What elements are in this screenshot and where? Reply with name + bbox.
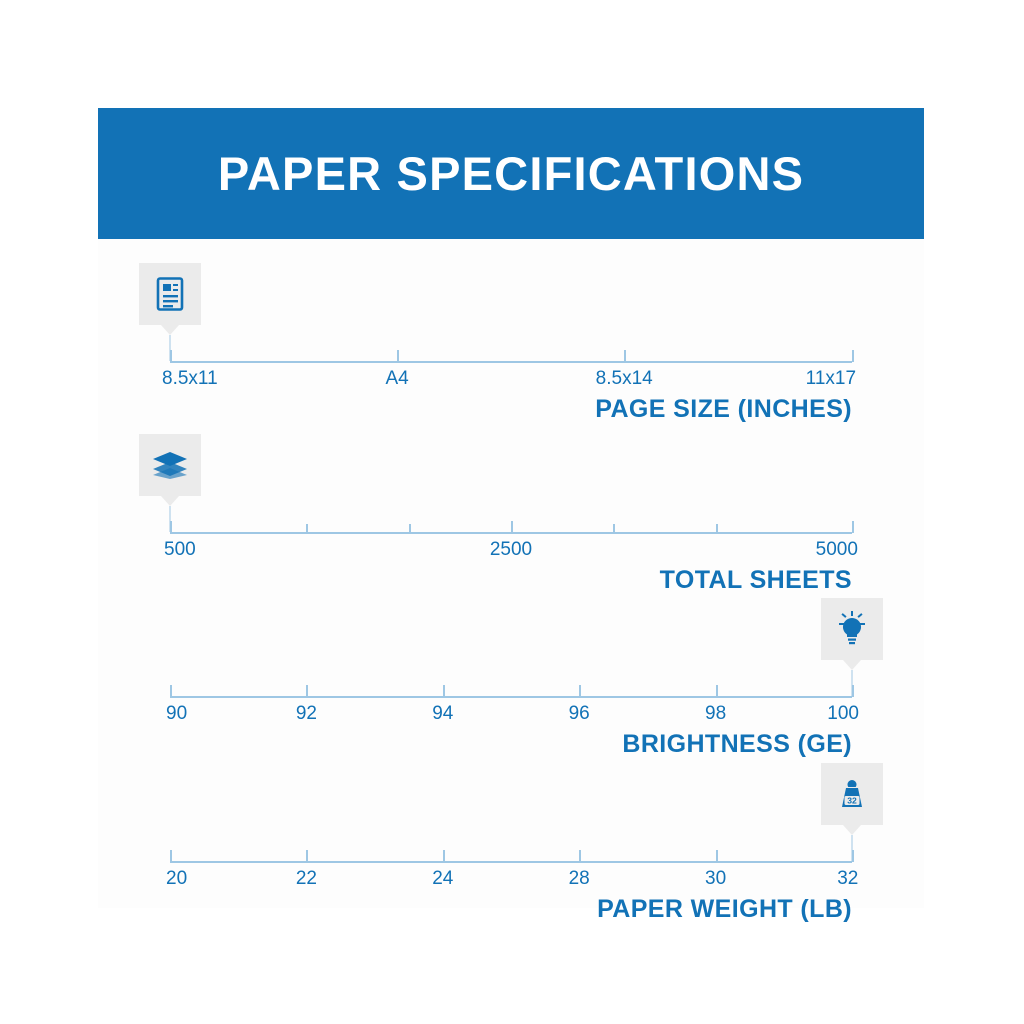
axis-tick <box>170 850 172 862</box>
axis-tick <box>579 685 581 697</box>
axis-title-paper-weight: PAPER WEIGHT (LB) <box>597 895 852 923</box>
axis-line <box>170 696 852 698</box>
axis-tick <box>852 850 854 862</box>
axis-tick-label: 30 <box>705 868 727 889</box>
axis-tick-label: A4 <box>385 368 409 389</box>
axis-tick <box>170 350 172 362</box>
axis-line <box>170 861 852 863</box>
svg-text:32: 32 <box>847 795 857 806</box>
axis-tick-label: 96 <box>568 703 590 724</box>
axis-tick-label: 11x17 <box>805 368 857 389</box>
axis-tick-label: 8.5x11 <box>162 368 218 389</box>
marker-paper-weight <box>821 763 883 825</box>
spec-row-total-sheets <box>98 434 924 594</box>
axis-line <box>170 361 852 363</box>
axis-title-brightness: BRIGHTNESS (GE) <box>622 730 852 758</box>
axis-tick-label: 5000 <box>815 539 858 560</box>
axis-tick <box>306 685 308 697</box>
weight-icon <box>835 777 869 811</box>
spec-row-page-size <box>98 263 924 423</box>
axis-tick-minor <box>716 524 718 533</box>
axis-tick-label: 500 <box>164 539 196 560</box>
axis-tick <box>306 850 308 862</box>
axis-tick <box>624 350 626 362</box>
axis-tick-label: 94 <box>432 703 454 724</box>
axis-brightness <box>166 696 859 724</box>
axis-tick-label: 20 <box>166 868 188 889</box>
spec-row-paper-weight <box>98 763 924 923</box>
marker-total-sheets <box>139 434 201 496</box>
axis-tick <box>852 350 854 362</box>
axis-page-size <box>162 361 857 389</box>
marker-page-size <box>139 263 201 325</box>
axis-tick-label: 90 <box>166 703 188 724</box>
axis-tick-minor <box>613 524 615 533</box>
marker-pointer <box>161 496 179 506</box>
axis-tick-minor <box>306 524 308 533</box>
axis-tick <box>716 685 718 697</box>
axis-tick-minor <box>409 524 411 533</box>
axis-tick-label: 22 <box>295 868 317 889</box>
axis-tick-label: 2500 <box>489 539 533 560</box>
marker-pointer <box>843 825 861 835</box>
axis-tick <box>397 350 399 362</box>
axis-tick-label: 98 <box>705 703 727 724</box>
page-title: PAPER SPECIFICATIONS <box>217 147 805 200</box>
axis-title-page-size: PAGE SIZE (INCHES) <box>595 395 852 423</box>
axis-tick <box>443 850 445 862</box>
axis-total-sheets <box>164 532 858 560</box>
spec-card <box>98 108 924 923</box>
axis-tick <box>170 521 172 533</box>
axis-tick-label: 92 <box>295 703 317 724</box>
paper-stack-icon <box>151 450 189 480</box>
axis-tick <box>443 685 445 697</box>
axis-tick-label: 8.5x14 <box>595 368 653 389</box>
axis-tick-label: 28 <box>568 868 590 889</box>
axis-tick <box>511 521 513 533</box>
lightbulb-icon <box>835 611 869 647</box>
axis-tick-label: 32 <box>837 868 859 889</box>
spec-row-brightness <box>98 598 924 758</box>
axis-tick-label: 100 <box>827 703 859 724</box>
axis-tick <box>579 850 581 862</box>
axis-tick <box>170 685 172 697</box>
axis-paper-weight <box>166 861 859 889</box>
card-header <box>98 108 924 239</box>
axis-tick <box>716 850 718 862</box>
marker-pointer <box>161 325 179 335</box>
document-icon <box>155 277 185 311</box>
axis-tick <box>852 521 854 533</box>
marker-brightness <box>821 598 883 660</box>
axis-tick-label: 24 <box>432 868 454 889</box>
axis-tick <box>852 685 854 697</box>
axis-title-total-sheets: TOTAL SHEETS <box>659 566 852 594</box>
marker-pointer <box>843 660 861 670</box>
